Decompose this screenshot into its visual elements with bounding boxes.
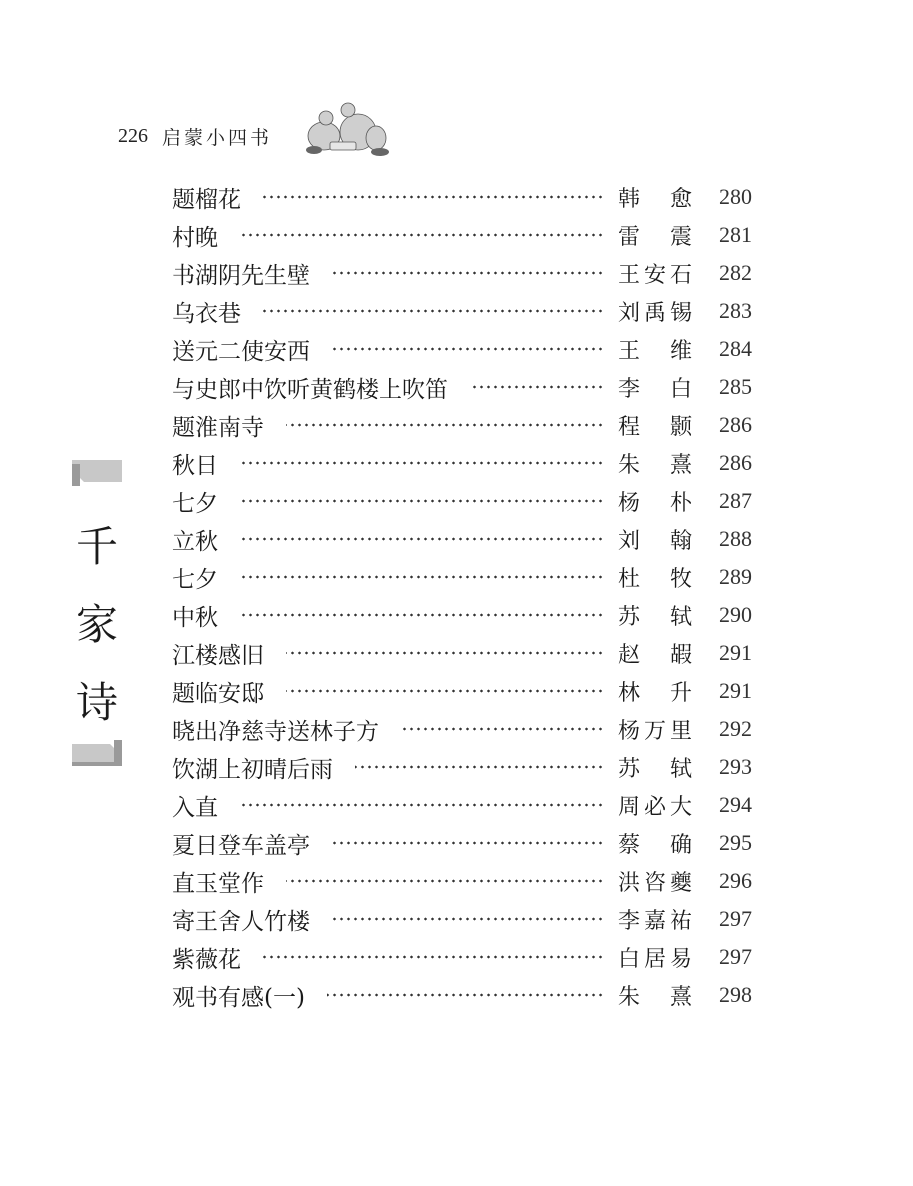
poem-title: 紫薇花 xyxy=(172,946,241,973)
poem-author: 韩 愈 xyxy=(618,186,692,212)
poem-author: 林 升 xyxy=(618,680,692,706)
toc-entry[interactable] xyxy=(172,748,752,786)
page-ref: 284 xyxy=(719,336,752,361)
leader-dots xyxy=(263,309,604,313)
leader-dots xyxy=(355,765,604,769)
poem-title: 题临安邸 xyxy=(172,680,264,707)
poem-author: 李 白 xyxy=(618,376,692,402)
poem-title: 夏日登车盖亭 xyxy=(172,832,310,859)
leader-dots xyxy=(332,271,604,275)
poem-title: 书湖阴先生壁 xyxy=(172,262,310,289)
toc-entry[interactable] xyxy=(172,596,752,634)
section-title-vertical xyxy=(70,508,124,742)
page-ref: 292 xyxy=(719,716,752,741)
poem-title: 入直 xyxy=(172,794,218,821)
poem-author: 赵 嘏 xyxy=(618,642,692,668)
leader-dots xyxy=(401,727,604,731)
toc-entry[interactable] xyxy=(172,254,752,292)
leader-dots xyxy=(240,537,604,541)
toc-entry[interactable] xyxy=(172,862,752,900)
poem-author: 洪 咨 夔 xyxy=(618,870,692,896)
poem-author: 王 安 石 xyxy=(618,262,692,288)
page-number: 226 xyxy=(118,124,148,147)
poem-author: 蔡 确 xyxy=(618,832,692,858)
poem-author: 刘 禹 锡 xyxy=(618,300,692,326)
page-ref: 294 xyxy=(719,792,752,817)
page-ref: 283 xyxy=(719,298,752,323)
toc-entry[interactable] xyxy=(172,900,752,938)
poem-author: 杨 朴 xyxy=(618,490,692,516)
page-ref: 288 xyxy=(719,526,752,551)
toc-entry[interactable] xyxy=(172,786,752,824)
poem-author: 刘 翰 xyxy=(618,528,692,554)
leader-dots xyxy=(240,461,604,465)
leader-dots xyxy=(240,575,604,579)
toc-entry[interactable] xyxy=(172,558,752,596)
leader-dots xyxy=(286,689,604,693)
leader-dots xyxy=(332,347,604,351)
leader-dots xyxy=(470,385,604,389)
page-ref: 281 xyxy=(719,222,752,247)
poem-author: 苏 轼 xyxy=(618,756,692,782)
page-ref: 293 xyxy=(719,754,752,779)
page-ref: 289 xyxy=(719,564,752,589)
section-title-char: 诗 xyxy=(75,678,118,727)
toc-entry[interactable] xyxy=(172,292,752,330)
header-illustration-icon xyxy=(300,98,392,158)
page-ref: 291 xyxy=(719,678,752,703)
section-bracket-top-icon xyxy=(72,460,122,486)
page-ref: 280 xyxy=(719,184,752,209)
page-ref: 297 xyxy=(719,906,752,931)
section-bracket-bottom-icon xyxy=(72,740,122,766)
poem-title: 直玉堂作 xyxy=(172,870,264,897)
poem-title: 中秋 xyxy=(172,604,218,631)
leader-dots xyxy=(263,955,604,959)
poem-title: 题榴花 xyxy=(172,186,241,213)
page-ref: 286 xyxy=(719,450,752,475)
poem-author: 杨 万 里 xyxy=(618,718,692,744)
toc-entry[interactable] xyxy=(172,406,752,444)
page-ref: 298 xyxy=(719,982,752,1007)
running-header xyxy=(118,118,272,154)
page-ref: 290 xyxy=(719,602,752,627)
toc-entry[interactable] xyxy=(172,672,752,710)
poem-title: 晓出净慈寺送林子方 xyxy=(172,718,379,745)
poem-author: 杜 牧 xyxy=(618,566,692,592)
leader-dots xyxy=(332,841,604,845)
poem-title: 乌衣巷 xyxy=(172,300,241,327)
leader-dots xyxy=(240,499,604,503)
toc-entry[interactable] xyxy=(172,710,752,748)
poem-author: 雷 震 xyxy=(618,224,692,250)
poem-title: 题淮南寺 xyxy=(172,414,264,441)
poem-author: 王 维 xyxy=(618,338,692,364)
table-of-contents xyxy=(172,178,752,1014)
poem-title: 与史郎中饮听黄鹤楼上吹笛 xyxy=(172,376,448,403)
poem-title: 送元二使安西 xyxy=(172,338,310,365)
toc-entry[interactable] xyxy=(172,178,752,216)
leader-dots xyxy=(286,651,604,655)
page-ref: 296 xyxy=(719,868,752,893)
poem-author: 程 颢 xyxy=(618,414,692,440)
section-title-char: 家 xyxy=(75,600,118,649)
page-ref: 285 xyxy=(719,374,752,399)
poem-author: 朱 熹 xyxy=(618,452,692,478)
page-ref: 282 xyxy=(719,260,752,285)
leader-dots xyxy=(327,993,604,997)
toc-entry[interactable] xyxy=(172,938,752,976)
poem-title: 饮湖上初晴后雨 xyxy=(172,756,333,783)
toc-entry[interactable] xyxy=(172,520,752,558)
section-title-char: 千 xyxy=(75,522,118,571)
poem-title: 寄王舍人竹楼 xyxy=(172,908,310,935)
section-label xyxy=(70,460,124,770)
leader-dots xyxy=(240,803,604,807)
poem-author: 白 居 易 xyxy=(618,946,692,972)
poem-title: 七夕 xyxy=(172,566,218,593)
leader-dots xyxy=(240,233,604,237)
poem-title: 立秋 xyxy=(172,528,218,555)
toc-entry[interactable] xyxy=(172,824,752,862)
leader-dots xyxy=(286,879,604,883)
toc-entry[interactable] xyxy=(172,368,752,406)
poem-author: 周 必 大 xyxy=(618,794,692,820)
toc-entry[interactable] xyxy=(172,482,752,520)
page-ref: 291 xyxy=(719,640,752,665)
page-ref: 287 xyxy=(719,488,752,513)
leader-dots xyxy=(240,613,604,617)
poem-title: 秋日 xyxy=(172,452,218,479)
poem-title: 村晚 xyxy=(172,224,218,251)
page-ref: 297 xyxy=(719,944,752,969)
leader-dots xyxy=(286,423,604,427)
toc-entry[interactable] xyxy=(172,976,752,1014)
poem-author: 李 嘉 祐 xyxy=(618,908,692,934)
toc-entry[interactable] xyxy=(172,444,752,482)
poem-title: 江楼感旧 xyxy=(172,642,264,669)
toc-entry[interactable] xyxy=(172,634,752,672)
page-ref: 286 xyxy=(719,412,752,437)
toc-entry[interactable] xyxy=(172,330,752,368)
poem-title: 七夕 xyxy=(172,490,218,517)
poem-author: 朱 熹 xyxy=(618,984,692,1010)
page-ref: 295 xyxy=(719,830,752,855)
poem-title: 观书有感(一) xyxy=(172,984,305,1011)
leader-dots xyxy=(332,917,604,921)
book-title: 启蒙小四书 xyxy=(162,126,273,149)
toc-entry[interactable] xyxy=(172,216,752,254)
leader-dots xyxy=(263,195,604,199)
poem-author: 苏 轼 xyxy=(618,604,692,630)
